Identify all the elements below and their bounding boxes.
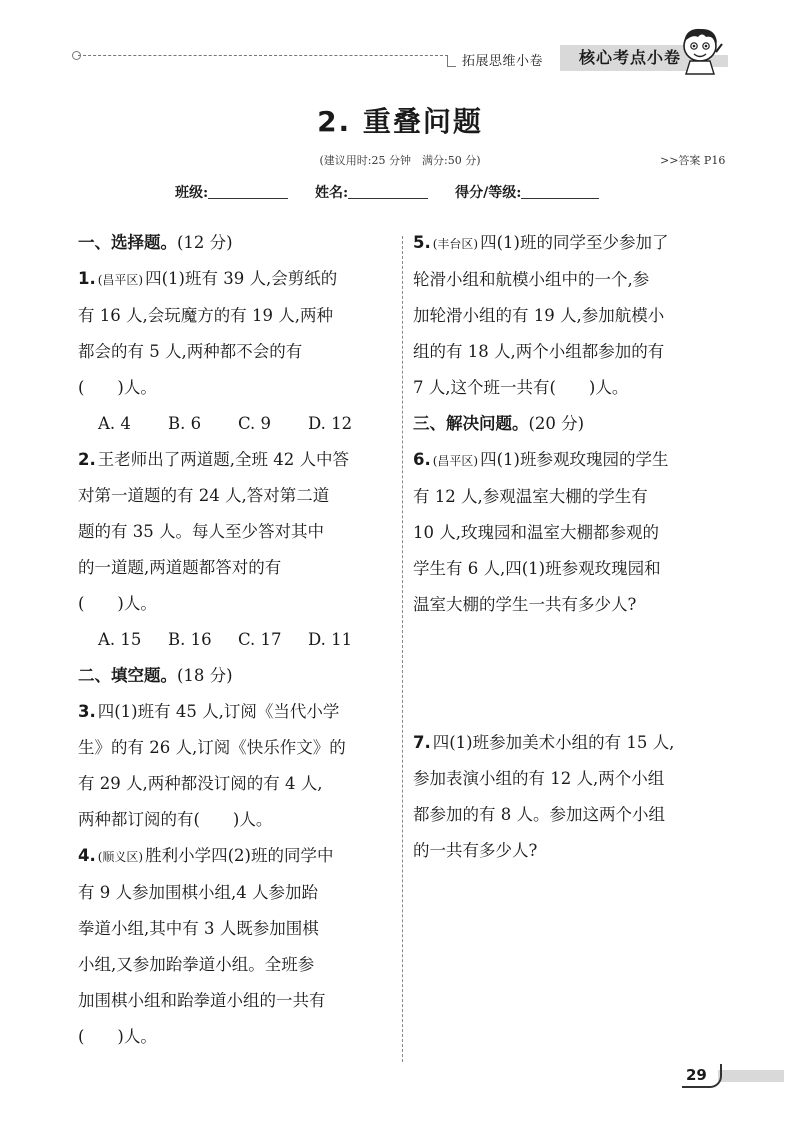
question-1: 1. (昌平区) 四(1)班有 39 人,会剪纸的 有 16 人,会玩魔方的有 19 人,两种 都会的有 5 人,两种都不会的有 ( )人。 A. 4 B. 6 C. 9 D. 12 [78, 261, 396, 442]
q7-answer-space[interactable] [413, 869, 731, 1049]
answer-blank[interactable]: ( )人。 [78, 1027, 157, 1046]
answer-reference: >>答案 P16 [660, 154, 726, 167]
option-d[interactable]: D. 11 [308, 630, 353, 649]
option-c[interactable]: C. 17 [238, 630, 282, 649]
score-label: 得分/等级: [455, 185, 522, 201]
time-info: (建议用时:25 分钟 满分:50 分) [319, 154, 481, 167]
score-field[interactable] [521, 184, 599, 199]
question-5: 5. (丰台区) 四(1)班的同学至少参加了 轮滑小组和航模小组中的一个,参 加轮滑小组的有 19 人,参加航模小 组的有 18 人,两个小组都参加的有 7 人,这个班一共有( )人。 [413, 225, 731, 406]
right-column [413, 225, 731, 1049]
mascot-boy-icon [672, 22, 728, 78]
option-d[interactable]: D. 12 [308, 414, 353, 433]
column-divider [402, 236, 403, 1062]
page-number-band [718, 1070, 784, 1082]
series-title: 核心考点小卷 [560, 45, 700, 71]
section-choice-heading: 一、选择题。(12 分) [78, 233, 233, 252]
class-label: 班级: [175, 185, 209, 201]
option-a[interactable]: A. 15 [98, 630, 142, 649]
option-a[interactable]: A. 4 [98, 414, 131, 433]
option-b[interactable]: B. 16 [168, 630, 212, 649]
answer-blank[interactable]: 两种都订阅的有( )人。 [78, 810, 273, 829]
question-7: 7. 四(1)班参加美术小组的有 15 人, 参加表演小组的有 12 人,两个小组 都参加的有 8 人。参加这两个小组 的一共有多少人? [413, 733, 675, 860]
page-number: 29 [686, 1066, 707, 1084]
header-corner [447, 56, 456, 67]
question-6: 6. (昌平区) 四(1)班参观玫瑰园的学生 有 12 人,参观温室大棚的学生有 10 人,玫瑰园和温室大棚都参观的 学生有 6 人,四(1)班参观玫瑰园和 温室大棚的学生一共有多少人? [413, 450, 669, 614]
name-label: 姓名: [315, 185, 349, 201]
header-dashed-line [78, 55, 448, 56]
answer-blank[interactable]: ( )人。 [78, 594, 157, 613]
q1-options [78, 406, 396, 442]
class-field[interactable] [208, 184, 288, 199]
q2-options [78, 622, 396, 658]
name-field[interactable] [348, 184, 428, 199]
question-3: 3. 四(1)班有 45 人,订阅《当代小学 生》的有 26 人,订阅《快乐作文》的 有 29 人,两种都没订阅的有 4 人, 两种都订阅的有( )人。 [78, 694, 396, 838]
section-solve-heading: 三、解决问题。(20 分) [413, 414, 585, 433]
page-title: 2. 重叠问题 [317, 105, 483, 138]
answer-blank[interactable]: 7 人,这个班一共有( )人。 [413, 378, 629, 397]
option-c[interactable]: C. 9 [238, 414, 272, 433]
q6-answer-space[interactable] [413, 623, 731, 725]
section-fill-heading: 二、填空题。(18 分) [78, 666, 233, 685]
series-subtitle: 拓展思维小卷 [462, 54, 544, 69]
answer-blank[interactable]: ( )人。 [78, 378, 157, 397]
question-2: 2. 王老师出了两道题,全班 42 人中答 对第一道题的有 24 人,答对第二道 题的有 35 人。每人至少答对其中 的一道题,两道题都答对的有 ( )人。 A. 15 B. 16 C. 17 D. 11 [78, 442, 396, 658]
left-column [78, 225, 396, 1055]
student-info-fields [175, 182, 621, 202]
question-4: 4. (顺义区) 胜利小学四(2)班的同学中 有 9 人参加围棋小组,4 人参加跆 拳道小组,其中有 3 人既参加围棋 小组,又参加跆拳道小组。全班参 加围棋小组和跆拳道小组的一共有 ( )人。 [78, 838, 396, 1055]
option-b[interactable]: B. 6 [168, 414, 202, 433]
